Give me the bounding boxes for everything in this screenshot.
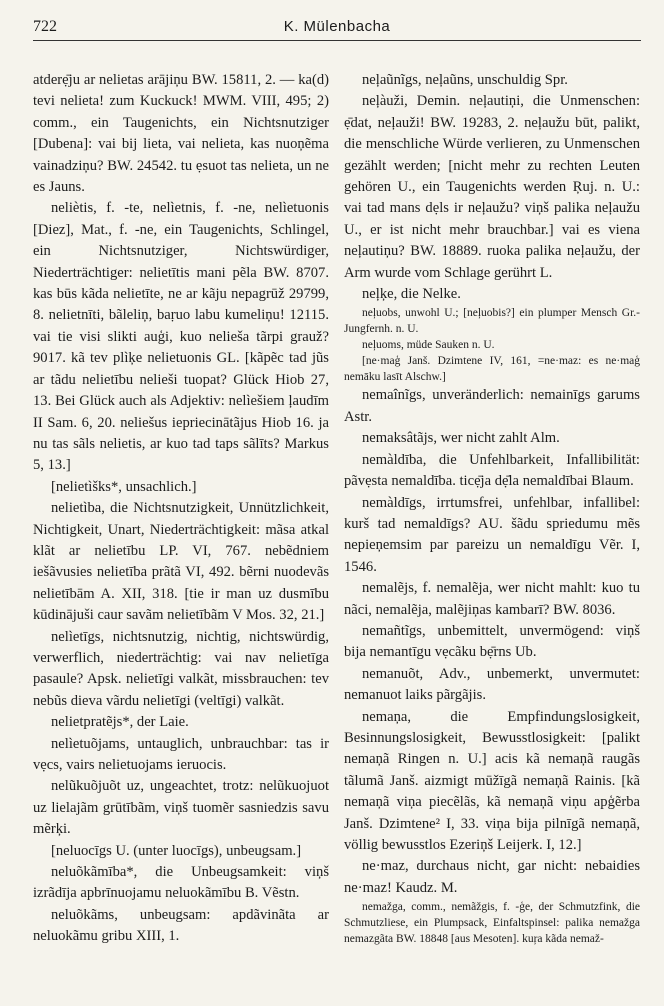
dictionary-entry: neļuobs, unwohl U.; [neļuobis?] ein plumper Mensch Gr.-Jungfernh. n. U.	[344, 307, 640, 336]
dictionary-entry: neluõkãmība*, die Unbeugsamkeit: viņš izrãdīja apbrīnuojamu neluokãmību B. Vẽstn.	[33, 864, 329, 902]
right-column	[344, 70, 640, 947]
dictionary-entry: neļuoms, müde Sauken n. U.	[362, 339, 495, 352]
dictionary-entry: nemañtĩgs, unbemittelt, unvermögend: viņš bija nemantīgu vẹcãku bẹ̄rns Ub.	[344, 622, 640, 661]
dictionary-entry: nemažga, comm., nemãžgis, f. -ģe, der Schmutzfink, die Schmutzliese, ein Plumpsack, Einfaltspinsel: palika nemažga nemazgãta BW. 18848 [aus Mesoten]. kuŗa kãda nemaž-	[344, 901, 640, 946]
page-number: 722	[33, 18, 57, 35]
dictionary-entry: ne·maz, durchaus nicht, gar nicht: nebaidies ne·maz! Kaudz. M.	[344, 858, 640, 896]
dictionary-entry: nemàldīgs, irrtumsfrei, unfehlbar, infallibel: kurš tad nemaldīgs? AU. šãdu spriedumu mẽs nepieņemsim par pareizu un nemaldīgu Vẽr. I, 1546.	[344, 494, 640, 575]
running-header	[33, 14, 641, 41]
dictionary-entry: nelietìba, die Nichtsnutzigkeit, Unnützlichkeit, Nichtigkeit, Unart, Niederträchtigkeit: mãsa atkal klãt ar nelietību LP. VI, 767. nebẽdniem iešãvusies nelietība prãtã VI, 492. bẽrni nuodevãs nelietībām A. XII, 318. [tie ir man uz dusmību kūdinājuši caur savãm nelietībãm V Mos. 32, 21.]	[33, 500, 329, 624]
dictionary-entry: [nelietìšks*, unsachlich.]	[51, 478, 197, 495]
dictionary-entry: atderẹ̄ju ar nelietas arājiņu BW. 15811, 2. — ka(d) tevi nelieta! zum Kuckuck! MWM. VIII, 495; 2) comm., ein Taugenichts, ein Nichtsnutziger [Dubena]: vai bij lieta, vai nelieta, kas nuoņẽma vainadziņu? BW. 24542. tu ẹsuot tas nelieta, un ne es Jauns.	[33, 72, 329, 196]
dictionary-entry: nemaînĩgs, unveränderlich: nemainīgs garums Astr.	[344, 387, 640, 425]
dictionary-entry: neļaũnĩgs, neļaũns, unschuldig Spr.	[362, 72, 568, 88]
dictionary-entry: nemaņa, die Empfindungslosigkeit, Besinnungslosigkeit, Bewusstlosigkeit: [palikt nemaņã Ringen n. U.] acis kã nemaņã raugãs tãlumã Janš. aizmigt mūžīgã nemaņã Rainis. [kã nemaņã viņa piecẽlãs, kã nemaņã viņu apģẽrba Janš. Dzimtene² I, 33. viņa bija pilnīgã nemaņã, völlig bewusstlos Ezeriņš Leijerk. I, 12.]	[344, 708, 640, 853]
dictionary-entry: [neluocīgs U. (unter luocīgs), unbeugsam.]	[51, 842, 302, 859]
dictionary-entry: nelìetīgs, nichtsnutzig, nichtig, nichtswürdig, verwerflich, niederträchtig: vai nav nelietīga pasaule? Apsk. nelietīgi valkãt, missbrauchen: tev nebũs dieva vãrdu nelietīgi (veltīgi) valkãt.	[33, 628, 329, 709]
dictionary-entry: neliètis, f. -te, nelìetnis, f. -ne, nelìetuonis [Diez], Mat., f. -ne, ein Taugenichts, Schlingel, ein Nichtsnutziger, Nichtswürdiger, Niederträchtiger: nelietītis mani pẽla BW. 8707. kas būs kãda nelietīte, ne ar kãju nepagrūž 29799, 8. nelietnīti, bãleliņ, baṛuo labu kumeliņu! 12115. vai tie visi slikti auģi, kuo nelieša tãrpi grauž? 9017. kã tev plìķe nelietuonis GL. [kãpẽc tad jũs ar tãdu nelietību nelieši tuopat? Glück Hiob 27, 13. Bei Glück auch als Adjektiv: nelìešiem ļaudīm II Sam. 6, 20. neliešus iepriecinātãjus Hiob 16. ja nu tas sãls nelietis, ar kuo tad taps sãlīts? Markus 5, 13.]	[33, 200, 329, 474]
dictionary-entry: nemalẽjs, f. nemalẽja, wer nicht mahlt: kuo tu nãci, nemalẽja, malẽjiņas kambarī? BW. 8036.	[344, 580, 640, 618]
dictionary-entry: nelietpratẽjs*, der Laie.	[51, 714, 189, 731]
dictionary-entry: nelũkuõjuõt uz, ungeachtet, trotz: nelũkuojuot uz lielajãm grūtībãm, viņš tuomẽr sasniedzis savu mẽrķi.	[33, 778, 329, 838]
left-column	[33, 70, 329, 948]
dictionary-entry: nemaksâtãjs, wer nicht zahlt Alm.	[362, 430, 560, 447]
dictionary-entry: nemanuõt, Adv., unbemerkt, unvermutet: nemanuot laiks pãrgãjis.	[344, 665, 640, 704]
dictionary-entry: neļķe, die Nelke.	[362, 286, 461, 303]
dictionary-entry: [ne·maģ Janš. Dzimtene IV, 161, =ne·maz: es ne·maģ nemāku lasīt Alschw.]	[344, 355, 640, 384]
dictionary-entry: neļàuži, Demin. neļautiņi, die Unmenschen: ẹ̄dat, neļauži! BW. 19283, 2. neļaužu būt, palikt, die menschliche Würde verlieren, zu Unmenschen gezählt werden; [nicht mehr zu rechten Leuten gehören U., ein Taugenichts werden Ŗuj. n. U.: vai tad mans dẹls ir neļaužu? viņš palika neļaužu U., er ist nicht mehr brauchbar.] vai es viena neļautiņu? BW. 18889. ruoka palika neļaužu, der Arm wurde vom Schlage gerührt L.	[344, 93, 640, 281]
dictionary-entry: neluõkãms, unbeugsam: apdãvinãta ar neluokãmu gribu XIII, 1.	[33, 906, 329, 945]
dictionary-entry: nemàldība, die Unfehlbarkeit, Infallibilität: pãvẹsta nemaldība. ticẹ̄ja dẹ̄la nemaldībai Blaum.	[344, 451, 640, 490]
author-name: K. Mülenbacha	[283, 18, 391, 35]
dictionary-entry: nelìetuõjams, untauglich, unbrauchbar: tas ir vẹcs, vairs nelietuojams ieruocis.	[33, 735, 329, 773]
